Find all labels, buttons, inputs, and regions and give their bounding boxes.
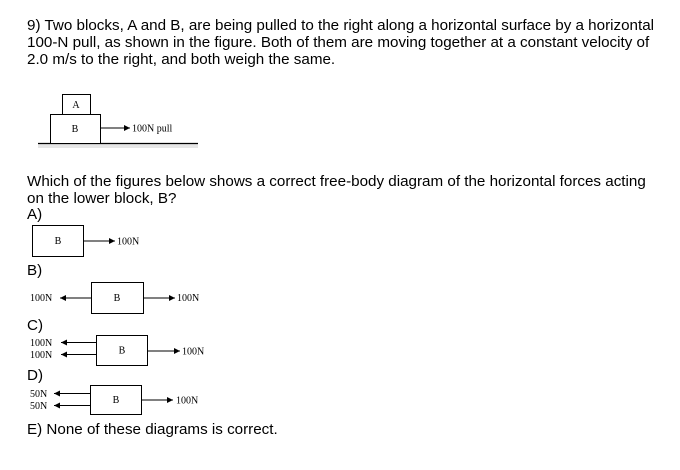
- option-e-label: E): [27, 421, 43, 438]
- option-d-label: D): [27, 367, 44, 384]
- option-a-label: A): [27, 206, 43, 223]
- main-figure: [38, 95, 198, 149]
- diagram-b: [30, 283, 199, 314]
- diagram-d-left-label-2: 50N: [30, 401, 48, 412]
- option-e-text: None of these diagrams is correct.: [46, 421, 278, 438]
- option-b-label: B): [27, 262, 43, 279]
- pull-label: 100N pull: [132, 123, 173, 135]
- diagram-b-right-label: 100N: [177, 293, 200, 304]
- question-number: 9): [27, 17, 41, 34]
- diagram-c-left-label-2: 100N: [30, 350, 53, 361]
- block-b-label: B: [71, 124, 79, 135]
- diagram-c-right-label: 100N: [182, 346, 205, 358]
- diagram-b-left-label: 100N: [30, 293, 53, 304]
- diagram-a-right-label: 100N: [117, 236, 140, 248]
- option-c-label: C): [27, 317, 44, 334]
- diagram-d-left-label-1: 50N: [30, 389, 48, 400]
- diagram-b-block-label: B: [113, 293, 121, 304]
- diagram-a-block-label: B: [54, 236, 62, 247]
- diagram-c-left-label-1: 100N: [30, 338, 53, 349]
- diagram-d-right-label: 100N: [176, 395, 199, 407]
- diagram-a: [33, 226, 140, 257]
- option-e: [27, 421, 278, 438]
- diagram-c-block-label: B: [118, 345, 126, 357]
- prompt-text: Which of the figures below shows a correct free-body diagram of the horizontal forces acting on the lower block, B?: [27, 173, 646, 207]
- question-body: Two blocks, A and B, are being pulled to the right along a horizontal surface by a horizontal 100-N pull, as shown in the figure. Both of them are moving together at a constant velocity of 2.0 m/s to the right, and both weigh the same.: [27, 17, 655, 68]
- diagram-d-block-label: B: [112, 395, 120, 406]
- diagram-c: [30, 336, 204, 366]
- block-a-label: A: [72, 100, 80, 111]
- diagram-d: [30, 386, 198, 415]
